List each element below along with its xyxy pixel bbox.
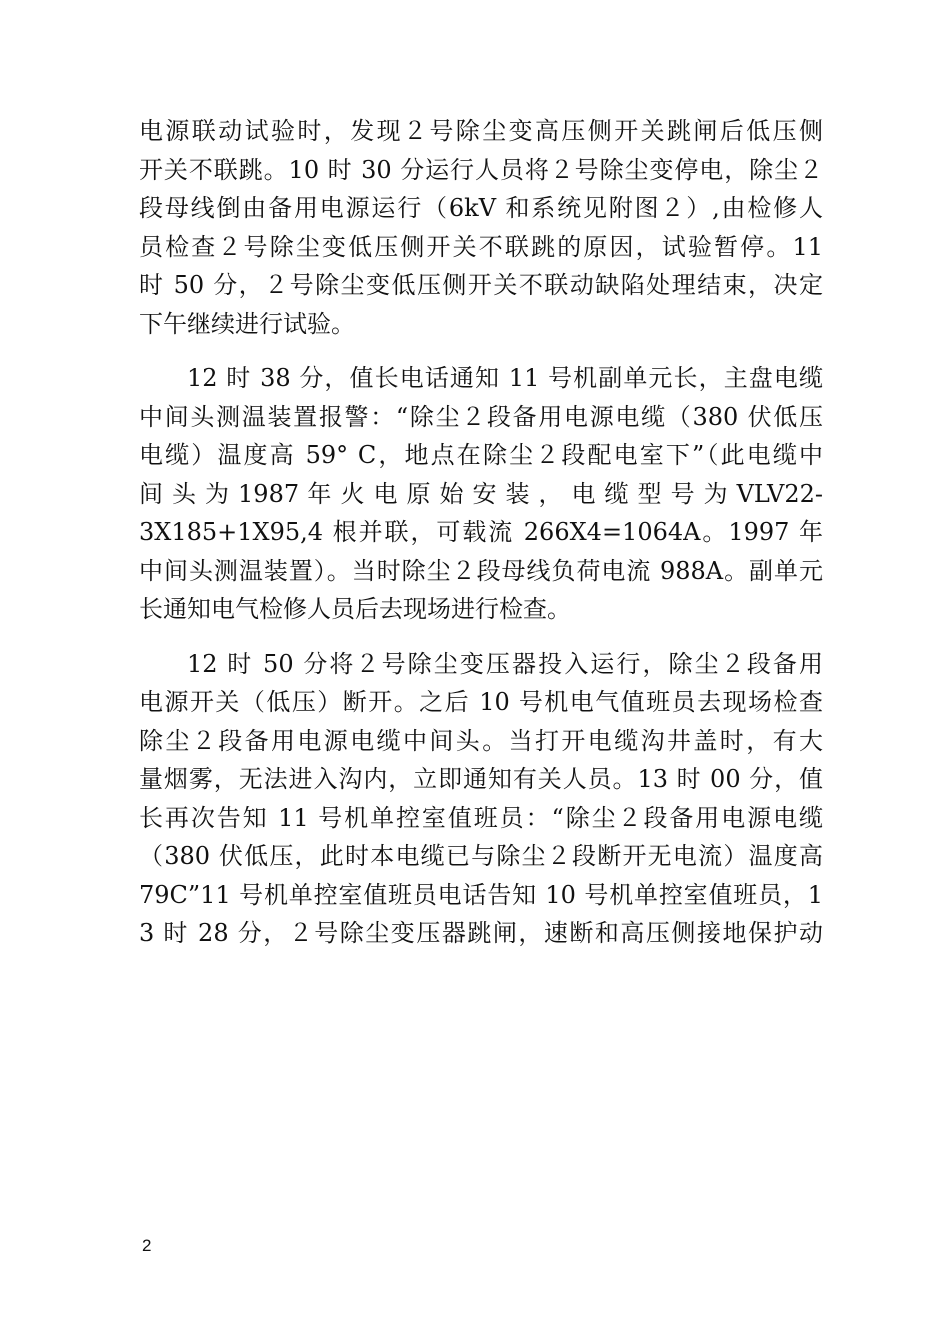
text-line: 段母线倒由备用电源运行（6kV 和系统见附图２）,由检修人: [139, 194, 823, 222]
text-line: 时 50 分，２号除尘变低压侧开关不联动缺陷处理结束，决定: [139, 271, 823, 299]
text-line: 开关不联跳。10 时 30 分运行人员将２号除尘变停电，除尘２: [139, 155, 823, 184]
text-line: 79C”11 号机单控室值班员电话告知 10 号机单控室值班员，1: [139, 880, 823, 909]
text-line: 3X185+1X95,4 根并联，可载流 266X4=1064A。1997 年: [139, 518, 823, 546]
text-line: 中间头测温装置报警：“除尘２段备用电源电缆（380 伏低压: [139, 402, 823, 431]
paragraph-2: [139, 359, 823, 629]
text-line: 间 头 为 1987 年 火 电 原 始 安 装 ， 电 缆 型 号 为 VLV22-: [139, 479, 823, 508]
text-line: 量烟雾，无法进入沟内，立即通知有关人员。13 时 00 分，值: [139, 765, 823, 793]
paragraph-gap: [139, 343, 823, 359]
text-line: 12 时 38 分，值长电话通知 11 号机副单元长，主盘电缆: [187, 364, 823, 392]
body-text: [139, 112, 823, 953]
text-line: 长通知电气检修人员后去现场进行检查。: [139, 595, 571, 623]
text-line: 下午继续进行试验。: [139, 309, 355, 338]
paragraph-1: [139, 112, 823, 343]
page-number: 2: [142, 1236, 152, 1255]
paragraph-3: [139, 645, 823, 953]
text-line: 12 时 50 分将２号除尘变压器投入运行，除尘２段备用: [187, 649, 823, 678]
paragraph-gap: [139, 629, 823, 645]
text-line: 除尘２段备用电源电缆中间头。当打开电缆沟井盖时，有大: [139, 726, 823, 755]
text-line: 电源开关（低压）断开。之后 10 号机电气值班员去现场检查: [139, 688, 823, 716]
text-line: 电源联动试验时，发现２号除尘变高压侧开关跳闸后低压侧: [139, 117, 823, 145]
text-line: 电缆）温度高 59° C，地点在除尘２段配电室下”（此电缆中: [139, 441, 823, 469]
text-line: （380 伏低压，此时本电缆已与除尘２段断开无电流）温度高: [139, 842, 823, 870]
text-line: 长再次告知 11 号机单控室值班员：“除尘２段备用电源电缆: [139, 803, 823, 832]
text-line: 3 时 28 分，２号除尘变压器跳闸，速断和高压侧接地保护动: [139, 919, 823, 947]
text-line: 员检查２号除尘变低压侧开关不联跳的原因，试验暂停。11: [139, 232, 823, 261]
text-line: 中间头测温装置）。当时除尘２段母线负荷电流 988A。副单元: [139, 556, 823, 585]
